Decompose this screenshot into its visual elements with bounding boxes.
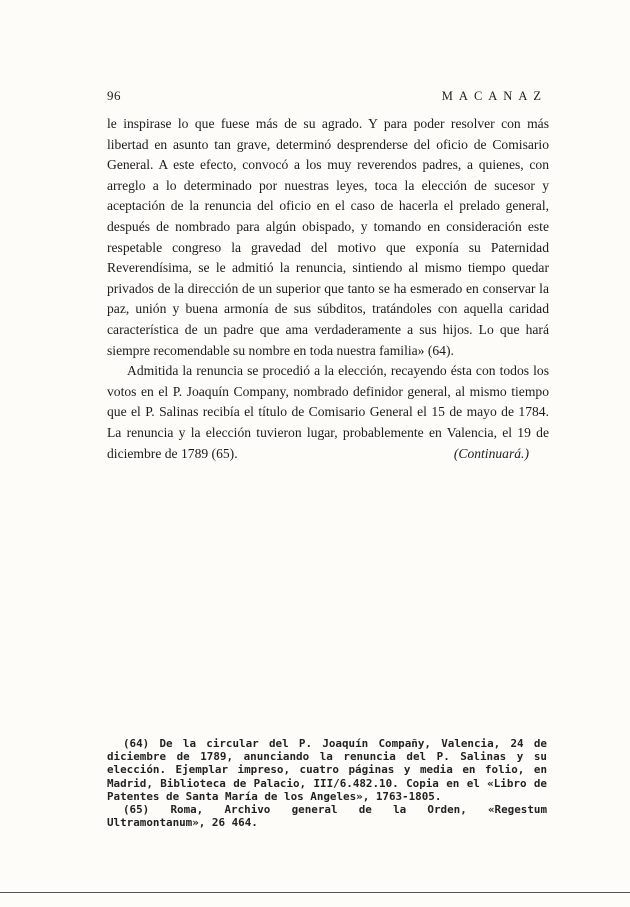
continued-note bbox=[107, 446, 529, 462]
running-head: MACANAZ bbox=[441, 89, 547, 103]
paragraph-1: le inspirase lo que fuese más de su agrado. Y para poder resolver con más libertad en asunto tan grave, determinó desprenderse del oficio de Comisario General. A este efecto, convocó a los muy reverendos padres, a quienes, con arreglo a lo determinado por nuestras leyes, toca la elección de sucesor y aceptación de la renuncia del oficio en el caso de hacerla el prelado general, después de nombrado para algún obispado, y tomando en consideración este respetable congreso la gravedad del motivo que exponía su Paternidad Reverendísima, se le admitió la renuncia, sintiendo al mismo tiempo quedar privados de la dirección de un superior que tanto se ha esmerado en conservar la paz, unión y buena armonía de sus súbditos, tratándoles con aquella caridad característica de un padre que ama verdaderamente a sus hijos. Lo que hará siempre recomendable su nombre en toda nuestra familia» (64). bbox=[107, 116, 549, 358]
footnote-64: (64) De la circular del P. Joaquín Compañy, Valencia, 24 de diciembre de 1789, anunciando la renuncia del P. Salinas y su elección. Ejemplar impreso, cuatro páginas y media en folio, en Madrid, Biblioteca de Palacio, III/6.482.10. Copia en el «Libro de Patentes de Santa María de los Angeles», 1763-1805. bbox=[107, 737, 547, 803]
footnote-65: (65) Roma, Archivo general de la Orden, «Regestum Ultramontanum», 26 464. bbox=[107, 803, 547, 830]
bottom-rule bbox=[0, 892, 630, 893]
page-number: 96 bbox=[107, 88, 121, 103]
body-text bbox=[107, 114, 549, 464]
continued-label: (Continuará.) bbox=[453, 446, 529, 461]
page-header bbox=[107, 82, 547, 104]
footnotes bbox=[107, 737, 547, 829]
paragraph-2: Admitida la renuncia se procedió a la elección, recayendo ésta con todos los votos en el P. Joaquín Company, nombrado definidor general, al mismo tiempo que el P. Salinas recibía el título de Comisario General el 15 de mayo de 1784. La renuncia y la elección tuvieron lugar, probablemente en Valencia, el 19 de diciembre de 1789 (65). bbox=[107, 363, 549, 461]
